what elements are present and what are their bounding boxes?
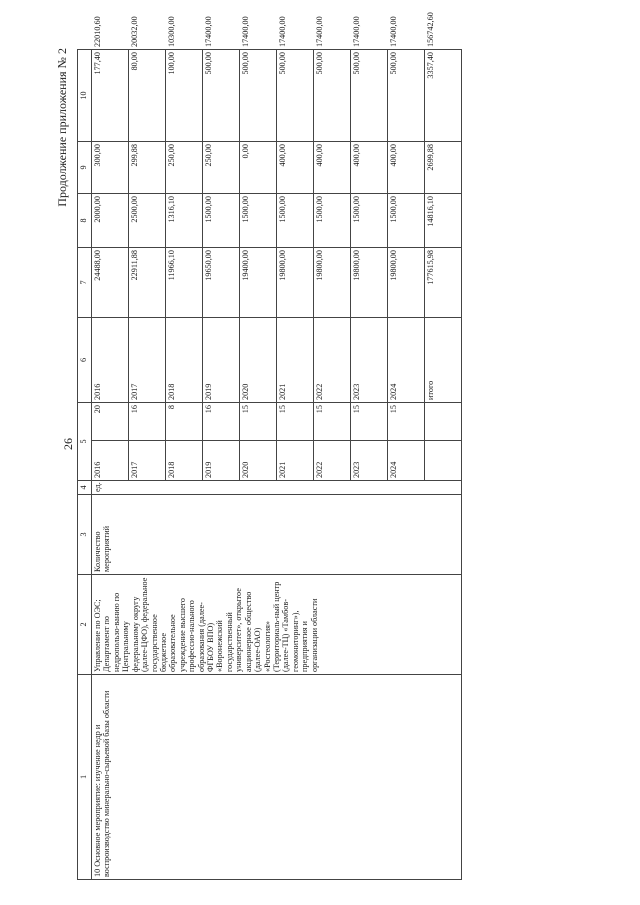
year-cell: 2021: [277, 441, 314, 481]
count-cell: 16: [203, 403, 240, 441]
value-cell: 500,00: [351, 50, 388, 142]
year-cell: 2021: [277, 318, 314, 403]
count-cell: 15: [240, 403, 277, 441]
value-cell: 22911,88: [129, 248, 166, 318]
value-cell: 1316,10: [166, 194, 203, 248]
table-row: 2023 15 2023 19800,00 1500,00 400,00 500,00 17400,00: [351, 50, 388, 880]
unit-cell: ед.: [92, 481, 462, 495]
col-header: 5: [78, 403, 92, 481]
count-cell: 15: [351, 403, 388, 441]
value-cell: 400,00: [351, 142, 388, 194]
table-row: 2022 15 2022 19800,00 1500,00 400,00 500,00 17400,00: [314, 50, 351, 880]
value-cell: 11966,10: [166, 248, 203, 318]
value-cell: 19800,00: [388, 248, 425, 318]
value-cell: 299,88: [129, 142, 166, 194]
table-row: 2017 16 2017 22911,88 2500,00 299,88 80,00 20032,00: [129, 50, 166, 880]
value-cell: 500,00: [277, 50, 314, 142]
col-header: 6: [78, 318, 92, 403]
count-cell: 15: [277, 403, 314, 441]
table-row: 2019 16 2019 19650,00 1500,00 250,00 500,00 17400,00: [203, 50, 240, 880]
year-cell: 2022: [314, 318, 351, 403]
value-cell: 400,00: [388, 142, 425, 194]
total-value: 177615,98: [425, 248, 462, 318]
value-cell: 1500,00: [203, 194, 240, 248]
count-cell: 16: [129, 403, 166, 441]
count-cell: 8: [166, 403, 203, 441]
program-table: [77, 12, 462, 880]
value-cell: 2000,00: [92, 194, 129, 248]
year-cell: 2020: [240, 441, 277, 481]
value-cell: 500,00: [203, 50, 240, 142]
value-cell: 1500,00: [277, 194, 314, 248]
table-row: 2020 15 2020 19400,00 1500,00 0,00 500,00 17400,00: [240, 50, 277, 880]
rotated-page: [55, 12, 475, 890]
executors-cell: Управление по ОЭС; Департамент по недропользо-ванию по Центральному федеральному округу (далее-ЦФО), федеральное государственное бюджетное образовательное учреждение высшего профессио-нального образования (далее-ФГБОУ ВПО) «Воронежский государственный университет», открытое акционерное общество (далее-ОАО) «Росгеология» (Территориаль-ный центр (далее-ТЦ) «Тамбов-геомониторинг»), предприятия и организации области: [92, 575, 462, 675]
empty-cell: [425, 441, 462, 481]
col-header: 7: [78, 248, 92, 318]
total-label: итого: [425, 318, 462, 403]
page-number: 26: [61, 438, 75, 450]
value-cell: 0,00: [240, 142, 277, 194]
year-cell: 2019: [203, 441, 240, 481]
year-cell: 2024: [388, 441, 425, 481]
indicator-cell: Количество мероприятий: [92, 495, 462, 575]
col-header: 10: [78, 50, 92, 142]
col-header: 8: [78, 194, 92, 248]
year-cell: 2017: [129, 441, 166, 481]
value-cell: 19800,00: [351, 248, 388, 318]
column-number-row: [78, 50, 92, 880]
value-cell: 100,00: [166, 50, 203, 142]
value-cell: 250,00: [166, 142, 203, 194]
table-row: 10 Основное мероприятие: изучение недр и воспроизводство минерально-сырьевой базы области Управление по ОЭС; Департамент по недропользо-ванию по Центральному федеральному округу (далее-ЦФО), федеральное государственное бюджетное образовательное учреждение высшего профессио-нального образования (далее-ФГБОУ ВПО) «Воронежский государственный университет», открытое акционерное общество (далее-ОАО) «Росгеология» (Территориаль-ный центр (далее-ТЦ) «Тамбов-геомониторинг»), предприятия и организации области Количество мероприятий ед. 2016 20 2016 24488,00 2000,00 300,00 177,40 22010,60: [92, 50, 129, 880]
year-cell: 2020: [240, 318, 277, 403]
table-row: 2018 8 2018 11966,10 1316,10 250,00 100,00 10300,00: [166, 50, 203, 880]
year-cell: 2018: [166, 318, 203, 403]
total-value: 14816,10: [425, 194, 462, 248]
value-cell: 300,00: [92, 142, 129, 194]
value-cell: 1500,00: [351, 194, 388, 248]
value-cell: 400,00: [314, 142, 351, 194]
value-cell: 80,00: [129, 50, 166, 142]
value-cell: 500,00: [314, 50, 351, 142]
col-header: 3: [78, 495, 92, 575]
year-cell: 2023: [351, 441, 388, 481]
value-cell: 19400,00: [240, 248, 277, 318]
value-cell: 500,00: [388, 50, 425, 142]
value-cell: 1500,00: [314, 194, 351, 248]
year-cell: 2016: [92, 318, 129, 403]
value-cell: 2500,00: [129, 194, 166, 248]
col-header: 4: [78, 481, 92, 495]
value-cell: 19650,00: [203, 248, 240, 318]
value-cell: 177,40: [92, 50, 129, 142]
count-cell: 20: [92, 403, 129, 441]
value-cell: 19800,00: [277, 248, 314, 318]
year-cell: 2016: [92, 441, 129, 481]
value-cell: 400,00: [277, 142, 314, 194]
col-header: 1: [78, 675, 92, 880]
table-row: 2021 15 2021 19800,00 1500,00 400,00 500,00 17400,00: [277, 50, 314, 880]
table-row: 2024 15 2024 19800,00 1500,00 400,00 500,00 17400,00: [388, 50, 425, 880]
year-cell: 2019: [203, 318, 240, 403]
year-cell: 2018: [166, 441, 203, 481]
col-header: 9: [78, 142, 92, 194]
total-row: итого 177615,98 14816,10 2699,88 3357,40 156742,60: [425, 50, 462, 880]
year-cell: 2024: [388, 318, 425, 403]
value-cell: 500,00: [240, 50, 277, 142]
col-header: 2: [78, 575, 92, 675]
value-cell: 1500,00: [388, 194, 425, 248]
year-cell: 2017: [129, 318, 166, 403]
value-cell: 1500,00: [240, 194, 277, 248]
annex-title: Продолжение приложения № 2: [55, 48, 69, 207]
year-cell: 2022: [314, 441, 351, 481]
empty-cell: [425, 403, 462, 441]
year-cell: 2023: [351, 318, 388, 403]
value-cell: 250,00: [203, 142, 240, 194]
count-cell: 15: [314, 403, 351, 441]
count-cell: 15: [388, 403, 425, 441]
total-value: 3357,40: [425, 50, 462, 142]
event-cell: 10 Основное мероприятие: изучение недр и воспроизводство минерально-сырьевой базы области: [92, 675, 462, 880]
total-value: 2699,88: [425, 142, 462, 194]
value-cell: 24488,00: [92, 248, 129, 318]
value-cell: 19800,00: [314, 248, 351, 318]
